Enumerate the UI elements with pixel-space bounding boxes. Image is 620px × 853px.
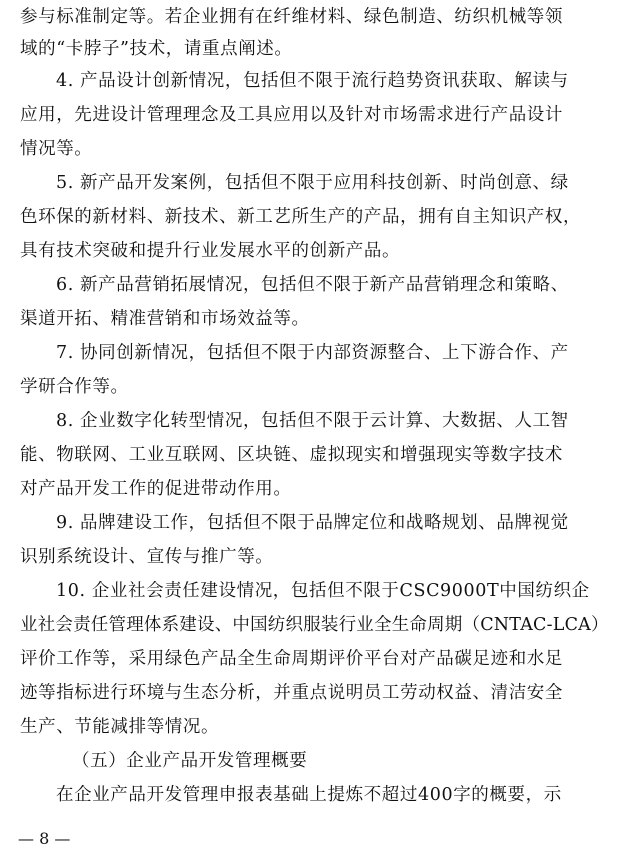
text-line: 识别系统设计、宣传与推广等。 [20, 547, 274, 567]
text-line: 迹等指标进行环境与生态分析，并重点说明员工劳动权益、清洁安全 [20, 683, 563, 703]
list-item-6-line: 6. 新产品营销拓展情况，包括但不限于新产品营销理念和策略、 [56, 275, 569, 295]
list-item-7-line: 7. 协同创新情况，包括但不限于内部资源整合、上下游合作、产 [56, 343, 569, 363]
text-line: 评价工作等，采用绿色产品全生命周期评价平台对产品碳足迹和水足 [20, 649, 563, 669]
list-item-5-line: 5. 新产品开发案例，包括但不限于应用科技创新、时尚创意、绿 [56, 173, 569, 193]
text-line: 对产品开发工作的促进带动作用。 [20, 479, 292, 499]
text-line: 生产、节能减排等情况。 [20, 717, 220, 737]
list-item-10-line: 10. 企业社会责任建设情况，包括但不限于CSC9000T中国纺织企 [56, 581, 590, 601]
text-line: 应用，先进设计管理理念及工具应用以及针对市场需求进行产品设计 [20, 105, 563, 125]
text-line: 参与标准制定等。若企业拥有在纤维材料、绿色制造、纺织机械等领 [20, 7, 563, 27]
text-line: 能、物联网、工业互联网、区块链、虚拟现实和增强现实等数字技术 [20, 445, 563, 465]
list-item-4-line: 4. 产品设计创新情况，包括但不限于流行趋势资讯获取、解读与 [56, 71, 569, 91]
text-line: 学研合作等。 [20, 377, 129, 397]
section-heading: （五）企业产品开发管理概要 [72, 751, 308, 771]
text-line: 在企业产品开发管理申报表基础上提炼不超过400字的概要，示 [56, 785, 562, 805]
text-line: 域的“卡脖子”技术，请重点阐述。 [20, 39, 293, 59]
list-item-8-line: 8. 企业数字化转型情况，包括但不限于云计算、大数据、人工智 [56, 411, 569, 431]
text-line: 具有技术突破和提升行业发展水平的创新产品。 [20, 241, 401, 261]
list-item-9-line: 9. 品牌建设工作，包括但不限于品牌定位和战略规划、品牌视觉 [56, 513, 569, 533]
text-line: 渠道开拓、精准营销和市场效益等。 [20, 309, 310, 329]
text-line: 情况等。 [20, 139, 93, 159]
text-line: 业社会责任管理体系建设、中国纺织服装行业全生命周期（CNTAC-LCA） [20, 615, 609, 635]
page-number: — 8 — [18, 829, 71, 848]
text-line: 色环保的新材料、新技术、新工艺所生产的产品，拥有自主知识产权， [20, 207, 582, 227]
